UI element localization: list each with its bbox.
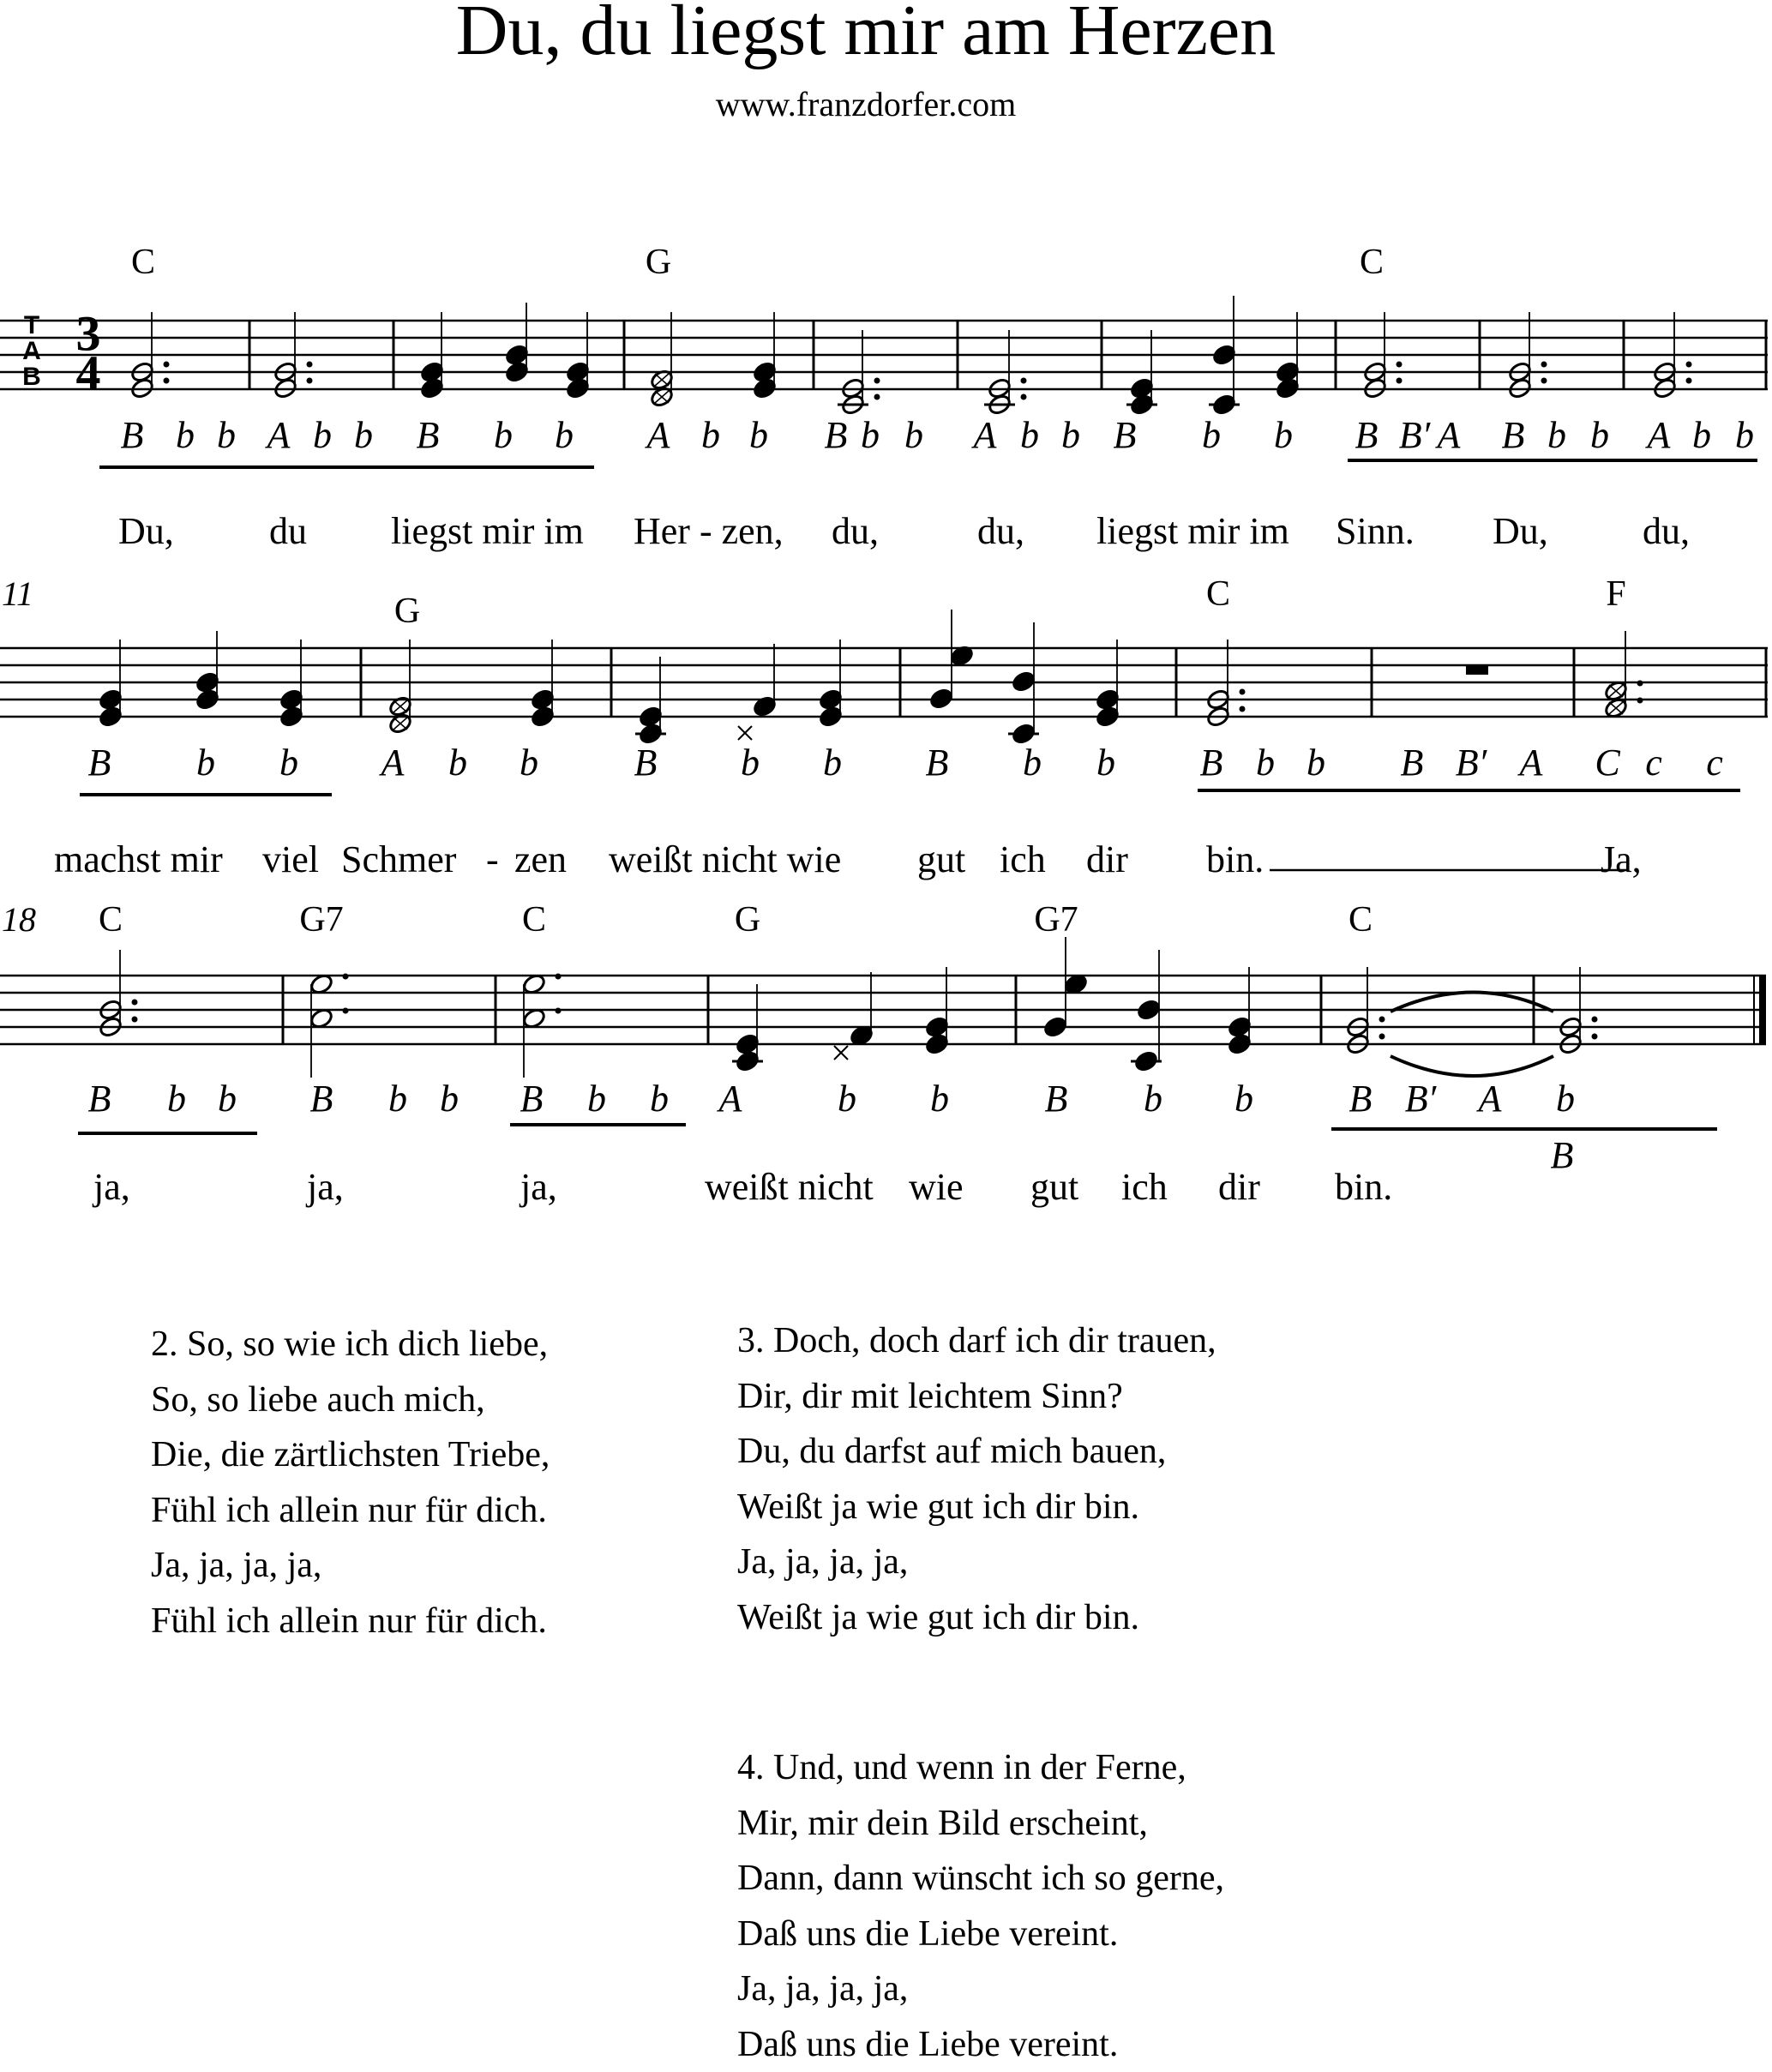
augmentation-dot: [556, 974, 562, 980]
accordion-button-letter: b: [587, 1080, 606, 1118]
accordion-button-letter: A: [1438, 417, 1461, 454]
lyric-syllable: liegst mir im: [391, 513, 584, 550]
chord-symbol: G: [394, 593, 420, 629]
accordion-button-letter: B′: [1399, 417, 1431, 454]
augmentation-dot: [1541, 378, 1547, 384]
accordion-button-letter: B′: [1405, 1080, 1437, 1118]
accordion-button-letter: A: [1479, 1080, 1502, 1118]
verse-line: Mir, mir dein Bild erscheint,: [737, 1796, 1224, 1852]
augmentation-dot: [132, 1017, 138, 1023]
augmentation-dot: [556, 1008, 562, 1014]
augmentation-dot: [874, 378, 880, 384]
accordion-button-letter: b: [650, 1080, 669, 1118]
accordion-button-letter: b: [388, 1080, 407, 1118]
accordion-button-letter: b: [1023, 744, 1042, 782]
accordion-button-letter: b: [1274, 417, 1293, 454]
lyric-syllable: ich: [1121, 1168, 1168, 1206]
accordion-button-letter: b: [1144, 1080, 1162, 1118]
tab-clef-a: A: [22, 342, 41, 362]
augmentation-dot: [1021, 378, 1027, 384]
accordion-button-letter: b: [1547, 417, 1566, 454]
chord-symbol: G7: [299, 902, 343, 938]
augmentation-dot: [164, 378, 170, 384]
verse-line: 3. Doch, doch darf ich dir trauen,: [737, 1313, 1216, 1369]
lyric-syllable: -: [486, 841, 499, 879]
lyric-syllable: du,: [1643, 513, 1690, 550]
augmentation-dot: [1592, 1034, 1598, 1040]
lyric-syllable: wie: [909, 1168, 964, 1206]
accordion-button-letter: B: [926, 744, 949, 782]
verse-line: Fühl ich allein nur für dich.: [151, 1483, 550, 1539]
accordion-button-letter: b: [196, 744, 215, 782]
accordion-button-letter: b: [279, 744, 298, 782]
accordion-button-letter: A: [974, 417, 997, 454]
augmentation-dot: [1379, 1017, 1385, 1023]
accordion-button-letter: B: [825, 417, 848, 454]
verse-3: [737, 1313, 1216, 1645]
chord-symbol: C: [1206, 576, 1230, 612]
accordion-button-letter: B: [1045, 1080, 1068, 1118]
augmentation-dot: [1240, 689, 1246, 695]
augmentation-dot: [343, 1008, 349, 1014]
filled-notehead: [1136, 999, 1161, 1022]
accordion-button-letter: b: [861, 417, 880, 454]
lyric-syllable: ja,: [307, 1168, 344, 1206]
accordion-button-letter: B: [310, 1080, 333, 1118]
lyric-syllable: Du,: [118, 513, 174, 550]
augmentation-dot: [1397, 362, 1403, 368]
accordion-button-letter: A: [381, 744, 405, 782]
verse-line: 4. Und, und wenn in der Ferne,: [737, 1740, 1224, 1796]
augmentation-dot: [1240, 706, 1246, 712]
accordion-button-letter: b: [217, 417, 236, 454]
accordion-button-letter: b: [313, 417, 332, 454]
accordion-button-letter: b: [520, 744, 538, 782]
accordion-button-letter: A: [1648, 417, 1671, 454]
accordion-button-letter: b: [1061, 417, 1080, 454]
lyric-syllable: weißt nicht wie: [609, 841, 841, 879]
accordion-button-letter: B: [1355, 417, 1379, 454]
lyric-syllable: du: [269, 513, 307, 550]
augmentation-dot: [1541, 362, 1547, 368]
accordion-button-letter: B: [1551, 1137, 1574, 1174]
accordion-button-letter: A: [1520, 744, 1543, 782]
verse-line: Dann, dann wünscht ich so gerne,: [737, 1851, 1224, 1907]
accordion-button-letter: b: [1202, 417, 1221, 454]
accordion-button-letter: b: [1735, 417, 1754, 454]
lyric-syllable: gut: [917, 841, 965, 879]
accordion-button-letter: b: [904, 417, 923, 454]
verse-line: Ja, ja, ja, ja,: [737, 1534, 1216, 1590]
accordion-button-letter: b: [218, 1080, 237, 1118]
augmentation-dot: [132, 1000, 138, 1006]
accordion-button-letter: b: [1590, 417, 1609, 454]
accordion-button-letter: B: [1200, 744, 1223, 782]
chord-symbol: C: [99, 902, 123, 938]
lyric-syllable: bin.: [1206, 841, 1264, 879]
accordion-button-letter: b: [1256, 744, 1275, 782]
half-rest: [1466, 665, 1488, 675]
verse-line: Die, die zärtlichsten Triebe,: [151, 1427, 550, 1483]
tab-clef-b: B: [22, 368, 41, 387]
accordion-button-letter: b: [701, 417, 720, 454]
accordion-button-letter: b: [1234, 1080, 1253, 1118]
lyric-syllable: du,: [977, 513, 1024, 550]
augmentation-dot: [1592, 1017, 1598, 1023]
lyric-syllable: ja,: [520, 1168, 557, 1206]
verse-line: Fühl ich allein nur für dich.: [151, 1594, 550, 1649]
accordion-button-letter: b: [176, 417, 195, 454]
verse-line: Ja, ja, ja, ja,: [151, 1538, 550, 1594]
verse-line: Daß uns die Liebe vereint.: [737, 2017, 1224, 2072]
verse-line: Daß uns die Liebe vereint.: [737, 1907, 1224, 1962]
lyric-syllable: dir: [1086, 841, 1128, 879]
accordion-button-letter: b: [440, 1080, 459, 1118]
augmentation-dot: [1397, 378, 1403, 384]
chord-symbol: G7: [1034, 902, 1078, 938]
chord-symbol: F: [1606, 576, 1625, 612]
accordion-button-letter: B: [417, 417, 440, 454]
website-subtitle: www.franzdorfer.com: [716, 87, 1017, 122]
filled-notehead: [928, 688, 953, 711]
accordion-button-letter: b: [741, 744, 760, 782]
filled-notehead: [1042, 1016, 1067, 1039]
lyric-syllable: machst mir: [54, 841, 223, 879]
chord-symbol: C: [131, 244, 155, 280]
chord-symbol: C: [522, 902, 546, 938]
accordion-button-letter: B: [88, 744, 111, 782]
chord-symbol: G: [646, 244, 671, 280]
tie-arc-lower: [1391, 1056, 1553, 1076]
verse-line: So, so liebe auch mich,: [151, 1372, 550, 1428]
augmentation-dot: [307, 362, 313, 368]
accordion-button-letter: B: [634, 744, 658, 782]
chord-symbol: C: [1360, 244, 1384, 280]
lyric-syllable: viel: [262, 841, 319, 879]
accordion-button-letter: B: [121, 417, 144, 454]
lyric-syllable: dir: [1218, 1168, 1260, 1206]
lyric-syllable: zen: [514, 841, 567, 879]
lyric-syllable: Schmer: [341, 841, 456, 879]
chord-symbol: C: [1349, 902, 1373, 938]
time-signature-top: 3: [76, 317, 101, 352]
augmentation-dot: [1637, 698, 1643, 704]
accordion-button-letter: b: [354, 417, 373, 454]
lyric-syllable: liegst mir im: [1096, 513, 1289, 550]
verse-2: [151, 1317, 550, 1649]
accordion-button-letter: A: [647, 417, 670, 454]
accordion-button-letter: c: [1706, 744, 1723, 782]
accordion-button-letter: b: [930, 1080, 949, 1118]
accordion-button-letter: B′: [1456, 744, 1487, 782]
filled-notehead: [1133, 1050, 1158, 1073]
lyric-syllable: gut: [1030, 1168, 1078, 1206]
lyric-syllable: ich: [1000, 841, 1046, 879]
verse-line: Du, du darfst auf mich bauen,: [737, 1424, 1216, 1480]
accordion-button-letter: B: [520, 1080, 544, 1118]
augmentation-dot: [164, 362, 170, 368]
accordion-button-letter: B: [1401, 744, 1424, 782]
accordion-button-letter: C: [1595, 744, 1619, 782]
chord-symbol: G: [735, 902, 760, 938]
augmentation-dot: [874, 394, 880, 400]
tie-arc-upper: [1391, 993, 1553, 1012]
verse-line: Ja, ja, ja, ja,: [737, 1961, 1224, 2017]
augmentation-dot: [1021, 394, 1027, 400]
augmentation-dot: [1686, 362, 1692, 368]
lyric-syllable: ja,: [93, 1168, 130, 1206]
verse-line: 2. So, so wie ich dich liebe,: [151, 1317, 550, 1372]
lyric-syllable: Her - zen,: [634, 513, 784, 550]
accordion-button-letter: B: [1114, 417, 1137, 454]
accordion-button-letter: b: [167, 1080, 186, 1118]
accordion-button-letter: c: [1645, 744, 1662, 782]
song-title: Du, du liegst mir am Herzen: [456, 0, 1276, 67]
lyric-syllable: Sinn.: [1336, 513, 1415, 550]
accordion-button-letter: b: [1556, 1080, 1575, 1118]
accordion-button-letter: b: [494, 417, 513, 454]
verse-line: Dir, dir mit leichtem Sinn?: [737, 1369, 1216, 1425]
time-signature-bottom: 4: [76, 357, 101, 392]
lyric-syllable: Du,: [1493, 513, 1548, 550]
accordion-button-letter: b: [823, 744, 842, 782]
accordion-button-letter: b: [1020, 417, 1039, 454]
accordion-button-letter: B: [1502, 417, 1525, 454]
accordion-button-letter: b: [1096, 744, 1115, 782]
filled-notehead: [1011, 670, 1036, 694]
accordion-button-letter: b: [1692, 417, 1711, 454]
accordion-button-letter: b: [448, 744, 467, 782]
augmentation-dot: [1637, 681, 1643, 687]
augmentation-dot: [307, 378, 313, 384]
accordion-button-letter: b: [838, 1080, 856, 1118]
accordion-button-letter: B: [1349, 1080, 1373, 1118]
accordion-button-letter: B: [88, 1080, 111, 1118]
accordion-button-letter: b: [1306, 744, 1325, 782]
lyric-syllable: Ja,: [1601, 841, 1642, 879]
measure-number: 18: [2, 903, 36, 937]
verse-line: Weißt ja wie gut ich dir bin.: [737, 1590, 1216, 1646]
augmentation-dot: [343, 974, 349, 980]
lyric-syllable: du,: [832, 513, 879, 550]
lyric-syllable: bin.: [1335, 1168, 1392, 1206]
accordion-button-letter: b: [749, 417, 768, 454]
lyric-syllable: weißt nicht: [705, 1168, 874, 1206]
accordion-button-letter: A: [267, 417, 291, 454]
measure-number: 11: [2, 577, 33, 611]
tab-clef-t: T: [24, 316, 39, 336]
augmentation-dot: [1379, 1034, 1385, 1040]
augmentation-dot: [1686, 378, 1692, 384]
verse-4: [737, 1740, 1224, 2072]
accordion-button-letter: b: [555, 417, 574, 454]
accordion-button-letter: A: [719, 1080, 742, 1118]
verse-line: Weißt ja wie gut ich dir bin.: [737, 1480, 1216, 1535]
